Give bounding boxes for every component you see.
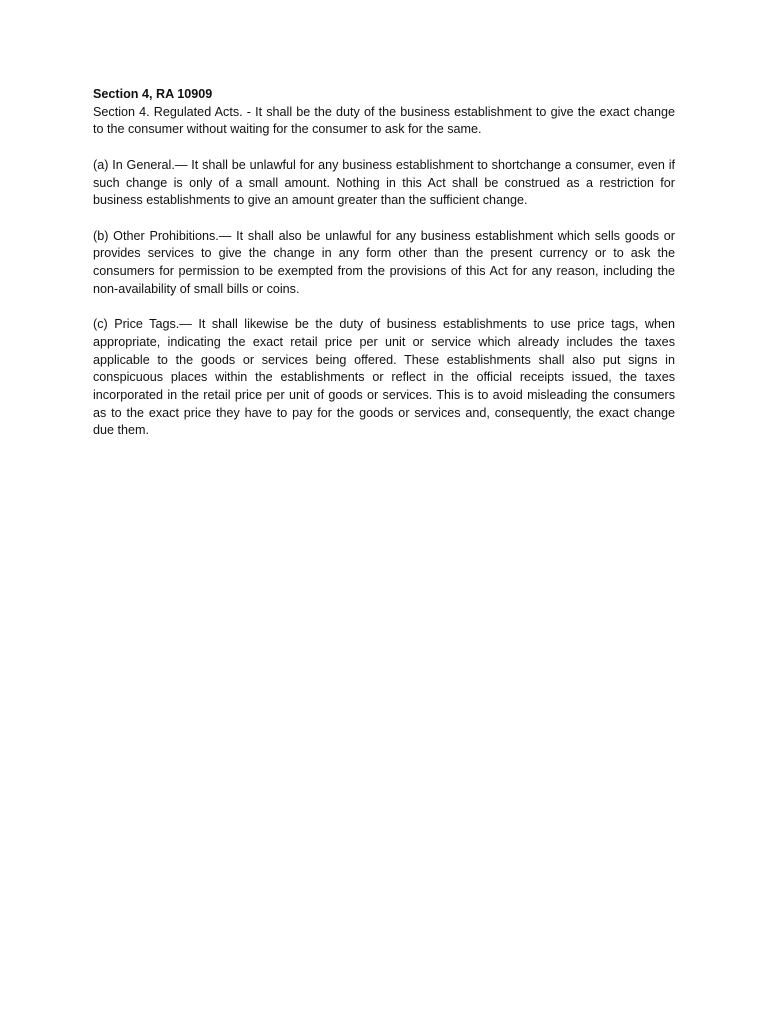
- paragraph-price-tags: (c) Price Tags.— It shall likewise be the duty of business establishments to use price tags, when appropriate, indicating the exact retail price per unit or service which already includes the taxes applicable to the goods or services being offered. These establishments shall also put signs in conspicuous places within the establishments or reflect in the official receipts issued, the taxes incorporated in the retail price per unit of goods or services. This is to avoid misleading the consumers as to the exact price they have to pay for the goods or services and, consequently, the exact change due them.: [93, 317, 675, 438]
- paragraph-regulated-acts: Section 4. Regulated Acts. - It shall be the duty of the business establishment to give the exact change to the consumer without waiting for the consumer to ask for the same.: [93, 104, 675, 137]
- paragraph-in-general: (a) In General.— It shall be unlawful for any business establishment to shortchange a consumer, even if such change is only of a small amount. Nothing in this Act shall be construed as a restriction for business establishments to give an amount greater than the sufficient change.: [93, 157, 675, 208]
- document-page: [93, 86, 675, 458]
- paragraph-other-prohibitions: (b) Other Prohibitions.— It shall also be unlawful for any business establishment which sells goods or provides services to give the change in any form other than the present currency or to ask the consumers for permission to be exempted from the provisions of this Act for any reason, including the non-availability of small bills or coins.: [93, 228, 675, 296]
- section-heading: Section 4, RA 10909: [93, 87, 213, 101]
